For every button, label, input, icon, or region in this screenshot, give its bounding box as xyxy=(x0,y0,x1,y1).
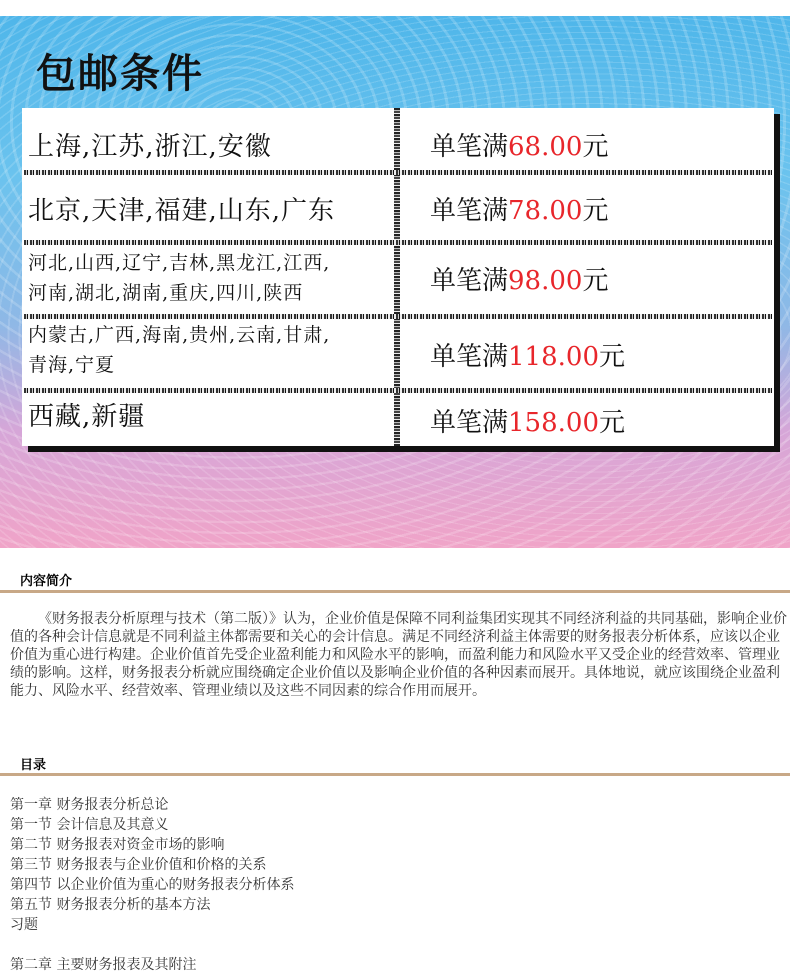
toc-item: 第二章 主要财务报表及其附注 xyxy=(10,957,197,973)
free-shipping-threshold: 单笔满78.00元 xyxy=(430,196,609,226)
section-divider xyxy=(0,590,790,593)
shipping-conditions-table xyxy=(22,108,774,446)
banner-title: 包邮条件 xyxy=(36,51,204,97)
free-shipping-threshold: 单笔满118.00元 xyxy=(430,342,626,372)
toc-item: 第一章 财务报表分析总论 xyxy=(10,797,169,813)
toc-item: 第三节 财务报表与企业价值和价格的关系 xyxy=(10,857,267,873)
free-shipping-threshold: 单笔满98.00元 xyxy=(430,266,609,296)
threshold-amount: 118.00 xyxy=(508,342,599,372)
table-divider xyxy=(24,314,772,319)
table-row xyxy=(22,176,774,238)
toc-item: 第二节 财务报表对资金市场的影响 xyxy=(10,837,225,853)
toc-item: 习题 xyxy=(10,917,38,933)
table-row xyxy=(22,246,774,312)
table-divider xyxy=(24,170,772,175)
threshold-amount: 158.00 xyxy=(508,408,599,438)
threshold-amount: 78.00 xyxy=(508,196,583,226)
region-label: 北京,天津,福建,山东,广东 xyxy=(28,196,336,226)
section-divider xyxy=(0,773,790,776)
table-divider xyxy=(24,240,772,245)
intro-heading: 内容简介 xyxy=(20,574,73,589)
toc-item: 第五节 财务报表分析的基本方法 xyxy=(10,897,211,913)
table-row xyxy=(22,320,774,386)
threshold-amount: 98.00 xyxy=(508,266,583,296)
toc-item xyxy=(10,935,780,955)
region-label: 河北,山西,辽宁,吉林,黑龙江,江西, 河南,湖北,湖南,重庆,四川,陕西 xyxy=(28,252,331,304)
threshold-amount: 68.00 xyxy=(508,132,583,162)
region-label: 上海,江苏,浙江,安徽 xyxy=(28,132,272,162)
table-divider xyxy=(24,388,772,393)
region-label: 西藏,新疆 xyxy=(28,402,146,432)
free-shipping-threshold: 单笔满158.00元 xyxy=(430,408,626,438)
region-label: 内蒙古,广西,海南,贵州,云南,甘肃, 青海,宁夏 xyxy=(28,324,331,376)
toc-item: 第四节 以企业价值为重心的财务报表分析体系 xyxy=(10,877,295,893)
free-shipping-banner xyxy=(0,16,790,548)
free-shipping-threshold: 单笔满68.00元 xyxy=(430,132,609,162)
table-row xyxy=(22,112,774,172)
table-of-contents xyxy=(10,795,780,975)
intro-text: 《财务报表分析原理与技术（第二版）》认为，企业价值是保障不同利益集团实现其不同经济利益的共同基础，影响企业价值的各种会计信息就是不同利益主体都需要和关心的会计信息。满足不同经济利益主体需要的财务报表分析体系，应该以企业价值为重心进行构建。企业价值首先受企业盈利能力和风险水平的影响，而盈利能力和风险水平又受企业的经营效率、管理业绩的影响。这样，财务报表分析就应围绕确定企业价值以及影响企业价值的各种因素而展开。具体地说，就应该围绕企业盈利能力、风险水平、经营效率、管理业绩以及这些不同因素的综合作用而展开。 xyxy=(10,611,787,699)
toc-heading: 目录 xyxy=(20,758,47,773)
toc-item: 第一节 会计信息及其意义 xyxy=(10,817,169,833)
table-row xyxy=(22,394,774,446)
